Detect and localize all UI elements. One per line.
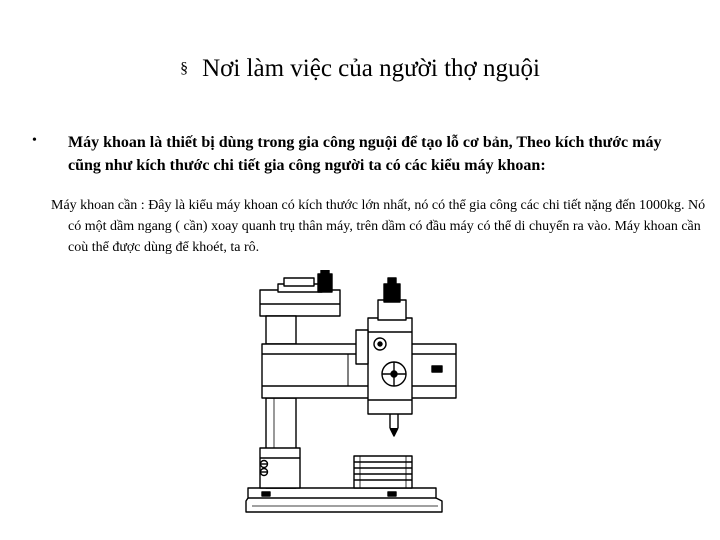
machine-base bbox=[246, 488, 442, 512]
work-table bbox=[354, 456, 412, 488]
square-bullet-icon: § bbox=[180, 60, 189, 77]
column bbox=[260, 398, 300, 488]
radial-drill-paragraph: Máy khoan cần : Đây là kiểu máy khoan có kích thước lớn nhất, nó có thể gia công các chi tiết nặng đến 1000kg. Nó có một dầm ngang ( cần) xoay quanh trụ thân máy, trên dầm có đầu máy có thể di chuyển ra vào. Máy khoan cần coù thể được dùng để khoét, ta rô. bbox=[51, 198, 706, 255]
intro-paragraph: Máy khoan là thiết bị dùng trong gia công nguội để tạo lỗ cơ bản, Theo kích thước máy cũng như kích thước chi tiết gia công người ta có các kiểu máy khoan: bbox=[68, 134, 662, 174]
bullet-icon: • bbox=[32, 133, 37, 148]
drill-head bbox=[356, 278, 412, 436]
radial-drill-press-drawing bbox=[238, 270, 460, 526]
title-text: Nơi làm việc của người thợ nguội bbox=[202, 55, 540, 82]
slide-title bbox=[0, 54, 720, 84]
column-head bbox=[260, 270, 340, 344]
